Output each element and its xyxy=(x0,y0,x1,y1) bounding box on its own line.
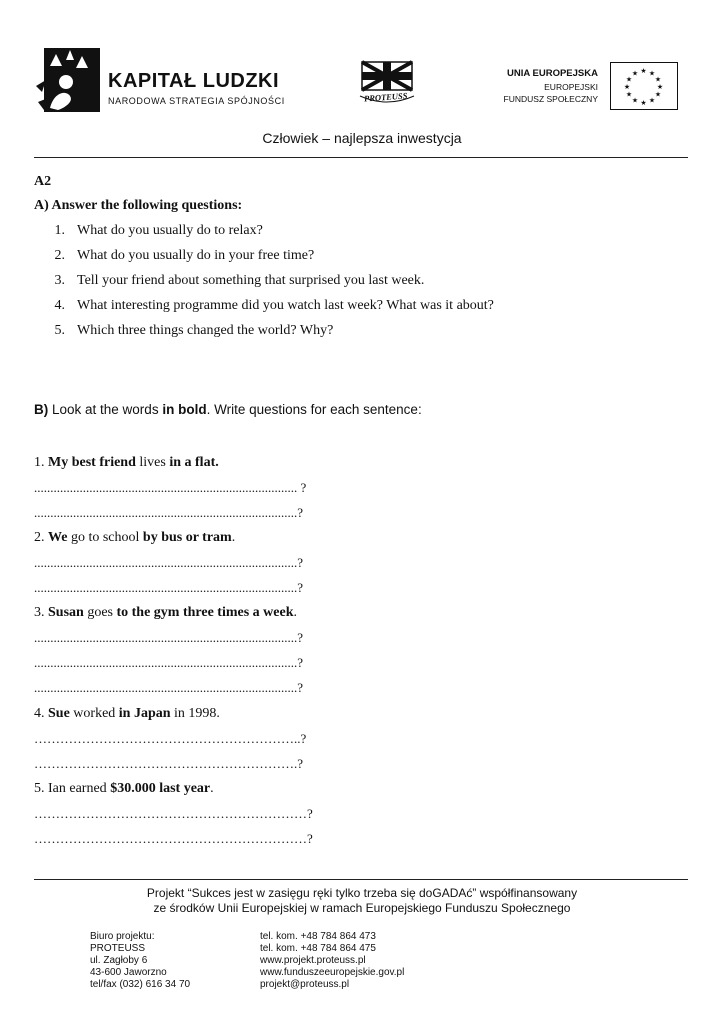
footer-project-line-2: ze środków Unii Europejskiej w ramach Europejskiego Funduszu Społecznego xyxy=(153,901,571,915)
part-b-instruction xyxy=(34,402,422,417)
bold-phrase: by bus or tram xyxy=(142,530,232,545)
svg-text:★: ★ xyxy=(631,69,639,78)
sentence-5 xyxy=(34,781,214,797)
sentence-2 xyxy=(34,530,235,546)
header-tagline: Człowiek – najlepsza inwestycja xyxy=(262,130,462,146)
plain-phrase: worked xyxy=(69,706,119,721)
plain-phrase: goes xyxy=(83,605,117,620)
footer-address-line: PROTEUSS xyxy=(90,943,146,954)
answer-line: .................................................................................? xyxy=(34,580,304,595)
footer-contact-line: tel. kom. +48 784 864 473 xyxy=(260,931,376,942)
proteuss-label: PROTEUSS xyxy=(363,90,408,104)
answer-line: .................................................................................? xyxy=(34,630,304,645)
footer-website-link[interactable]: www.projekt.proteuss.pl xyxy=(260,955,366,966)
footer-website-link[interactable]: www.funduszeeuropejskie.gov.pl xyxy=(260,967,405,978)
svg-text:★: ★ xyxy=(623,83,631,91)
plain-phrase: . xyxy=(293,605,298,620)
header-divider xyxy=(34,157,688,158)
answer-line: ……………………………………………………..? xyxy=(34,731,307,746)
answer-line: ………………………………………………………? xyxy=(34,831,313,846)
footer-divider xyxy=(34,879,688,880)
question-number: 4. xyxy=(54,298,65,313)
sentence-number: 2. xyxy=(34,530,48,545)
question-text: What interesting programme did you watch last week? What was it about? xyxy=(77,298,494,313)
footer-project-line-1: Projekt “Sukces jest w zasięgu ręki tylko trzeba się doGADAć” współfinansowany xyxy=(146,886,578,900)
svg-text:★: ★ xyxy=(654,75,662,84)
footer-address-line: Biuro projektu: xyxy=(90,931,155,942)
footer-address-line: tel/fax (032) 616 34 70 xyxy=(90,979,191,990)
svg-text:★: ★ xyxy=(648,96,656,105)
kapital-ludzki-logo xyxy=(36,46,286,116)
question-number: 2. xyxy=(54,248,65,263)
bold-phrase: to the gym three times a week xyxy=(116,605,294,620)
question-text: What do you usually do to relax? xyxy=(77,223,263,238)
answer-line: .................................................................................? xyxy=(34,505,304,520)
kapital-ludzki-title: KAPITAŁ LUDZKI xyxy=(108,70,280,92)
question-text: Which three things changed the world? Why? xyxy=(77,323,334,338)
svg-text:★: ★ xyxy=(656,83,664,91)
bold-phrase: in a flat. xyxy=(169,455,219,470)
bold-phrase: My best friend xyxy=(48,455,136,470)
answer-line: ………………………………………………………? xyxy=(34,806,313,821)
svg-text:★: ★ xyxy=(654,90,662,99)
instr-bold: in bold xyxy=(162,402,207,417)
footer-contact-line: tel. kom. +48 784 864 475 xyxy=(260,943,376,954)
sentence-1 xyxy=(34,455,219,471)
plain-phrase: go to school xyxy=(67,530,143,545)
question-number: 3. xyxy=(54,273,65,288)
bold-phrase: in Japan xyxy=(118,706,171,721)
svg-text:★: ★ xyxy=(648,69,656,78)
footer-email-link[interactable]: projekt@proteuss.pl xyxy=(260,979,350,990)
sentence-number: 5. Ian earned xyxy=(34,781,111,796)
bold-phrase: $30.000 last year xyxy=(110,781,211,796)
plain-phrase: . xyxy=(231,530,236,545)
question-text: Tell your friend about something that surprised you last week. xyxy=(77,273,425,288)
bold-phrase: Susan xyxy=(48,605,84,620)
sentence-number: 4. xyxy=(34,706,48,721)
eu-logo-block xyxy=(500,62,690,112)
plain-phrase: . xyxy=(210,781,214,796)
proteuss-logo xyxy=(356,60,418,110)
answer-line: ................................................................................. ? xyxy=(34,480,307,495)
footer-address-line: ul. Zagłoby 6 xyxy=(90,955,148,966)
sentence-number: 3. xyxy=(34,605,48,620)
answer-line: .................................................................................? xyxy=(34,655,304,670)
instr-post: . Write questions for each sentence: xyxy=(206,402,422,417)
part-a-heading: A) Answer the following questions: xyxy=(34,198,243,213)
answer-line: .................................................................................? xyxy=(34,680,304,695)
sentence-3 xyxy=(34,605,297,621)
svg-text:★: ★ xyxy=(631,96,639,105)
section-code: A2 xyxy=(34,174,52,189)
footer-address-line: 43-600 Jaworzno xyxy=(90,967,167,978)
part-b-label: B) xyxy=(34,402,49,417)
svg-text:★: ★ xyxy=(640,99,647,107)
kapital-ludzki-subtitle: NARODOWA STRATEGIA SPÓJNOŚCI xyxy=(108,96,285,106)
answer-line: .................................................................................? xyxy=(34,555,304,570)
eu-line-3: FUNDUSZ SPOŁECZNY xyxy=(503,94,598,104)
eu-flag-icon xyxy=(610,62,678,110)
bold-phrase: Sue xyxy=(48,706,70,721)
question-text: What do you usually do in your free time? xyxy=(77,248,315,263)
sentence-4 xyxy=(34,706,220,722)
plain-phrase: lives xyxy=(135,455,170,470)
eu-line-1: UNIA EUROPEJSKA xyxy=(507,68,598,79)
kapital-ludzki-mark-icon xyxy=(36,46,104,114)
instr-pre: Look at the words xyxy=(48,402,163,417)
plain-phrase: in 1998. xyxy=(170,706,220,721)
svg-text:★: ★ xyxy=(625,90,633,99)
question-number: 5. xyxy=(54,323,65,338)
sentence-number: 1. xyxy=(34,455,48,470)
svg-text:★: ★ xyxy=(625,75,633,84)
question-number: 1. xyxy=(54,223,65,238)
svg-text:★: ★ xyxy=(640,67,647,75)
bold-phrase: We xyxy=(48,530,68,545)
eu-line-2: EUROPEJSKI xyxy=(544,82,598,92)
answer-line: …………………………………………………….? xyxy=(34,756,304,771)
